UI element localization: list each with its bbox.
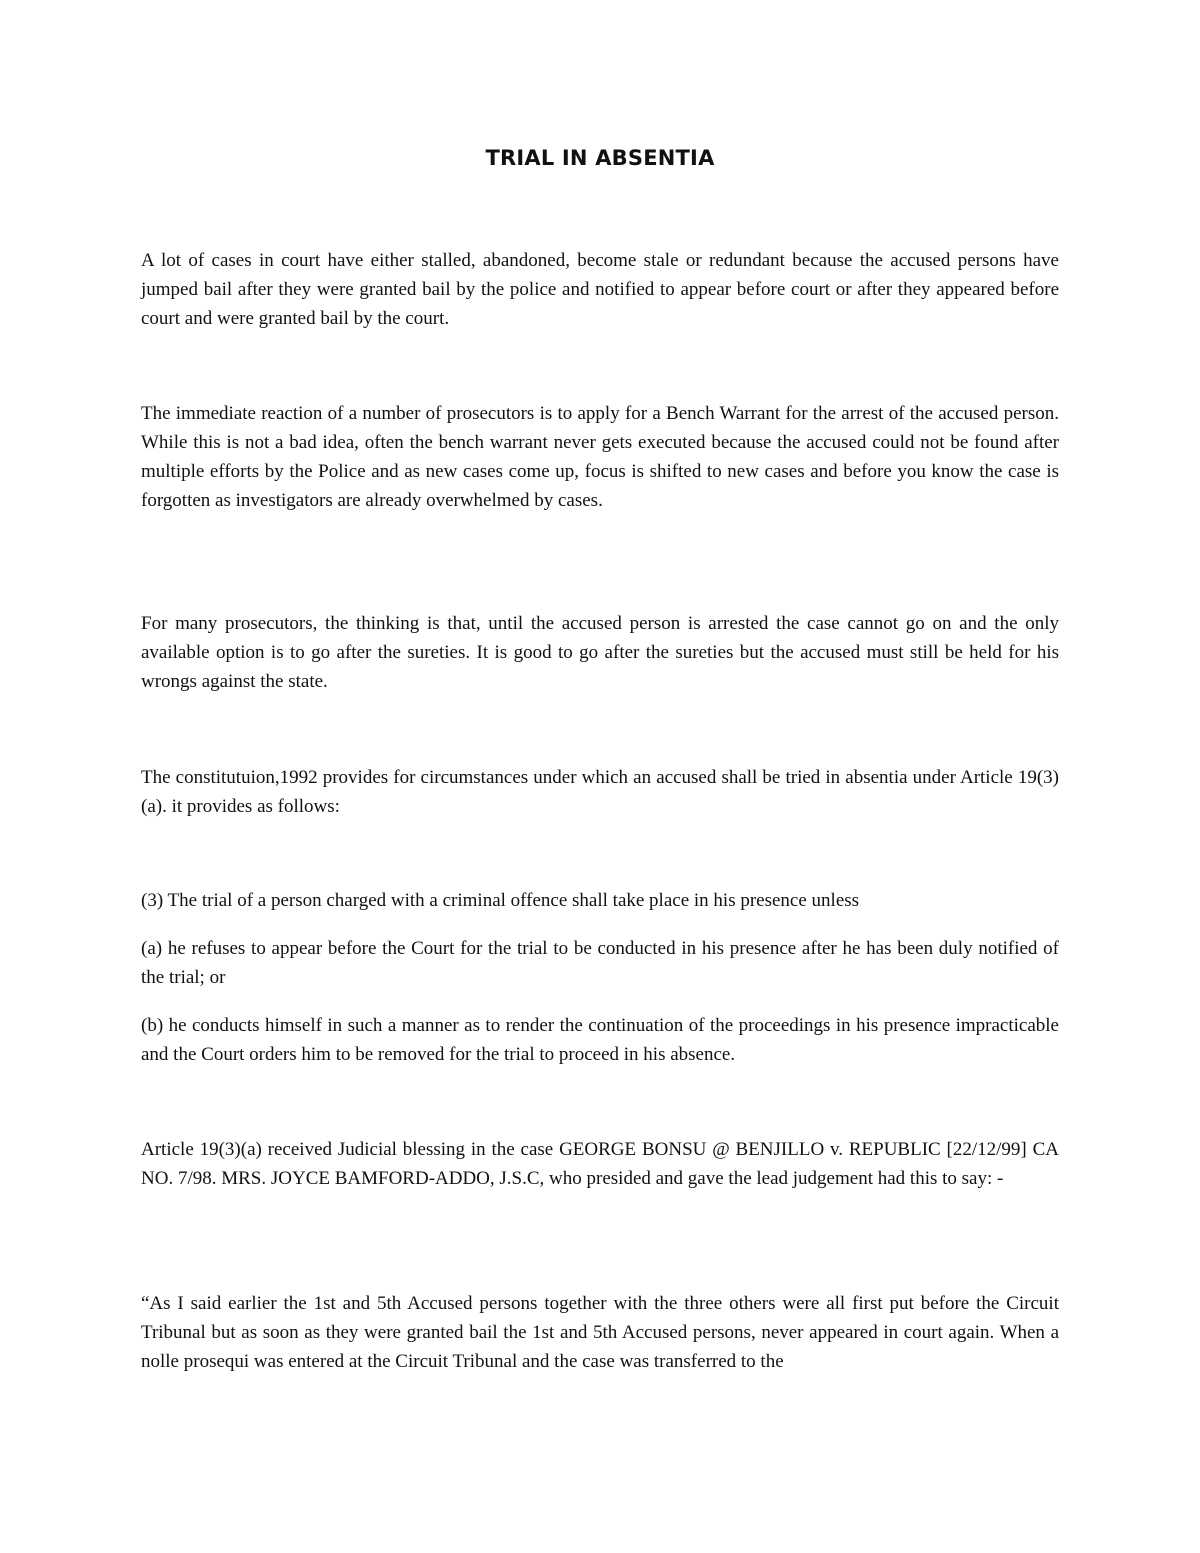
paragraph-bench-warrant: The immediate reaction of a number of prosecutors is to apply for a Bench Warrant for the arrest of the accused person. While this is not a bad idea, often the bench warrant never gets executed because the accused could not be found after multiple efforts by the Police and as new cases come up, focus is shifted to new cases and before you know the case is forgotten as investigators are already overwhelmed by cases. [141,403,1059,511]
paragraph-article-clause-3: (3) The trial of a person charged with a criminal offence shall take place in his presence unless [141,890,860,911]
paragraph-judgement-quote: “As I said earlier the 1st and 5th Accused persons together with the three others were all first put before the Circuit Tribunal but as soon as they were granted bail the 1st and 5th Accused persons, never appeared in court again. When a nolle prosequi was entered at the Circuit Tribunal and the case was transferred to the [141,1293,1059,1372]
paragraph-bail-jumping: A lot of cases in court have either stalled, abandoned, become stale or redundant because the accused persons have jumped bail after they were granted bail by the police and notified to appear before court or after they appeared before court and were granted bail by the court. [141,250,1059,329]
document-title: TRIAL IN ABSENTIA [485,146,715,170]
paragraph-article-clause-a: (a) he refuses to appear before the Court for the trial to be conducted in his presence after he has been duly notified of the trial; or [141,938,1059,988]
paragraph-case-citation: Article 19(3)(a) received Judicial blessing in the case GEORGE BONSU @ BENJILLO v. REPUBLIC [22/12/99] CA NO. 7/98. MRS. JOYCE BAMFORD-ADDO, J.S.C, who presided and gave the lead judgement had this to say: - [141,1139,1059,1189]
paragraph-constitution: The constitutuion,1992 provides for circumstances under which an accused shall be tried in absentia under Article 19(3)(a). it provides as follows: [141,767,1059,817]
paragraph-sureties: For many prosecutors, the thinking is that, until the accused person is arrested the case cannot go on and the only available option is to go after the sureties. It is good to go after the sureties but the accused must still be held for his wrongs against the state. [141,613,1059,692]
paragraph-article-clause-b: (b) he conducts himself in such a manner as to render the continuation of the proceedings in his presence impracticable and the Court orders him to be removed for the trial to proceed in his absence. [141,1015,1059,1065]
